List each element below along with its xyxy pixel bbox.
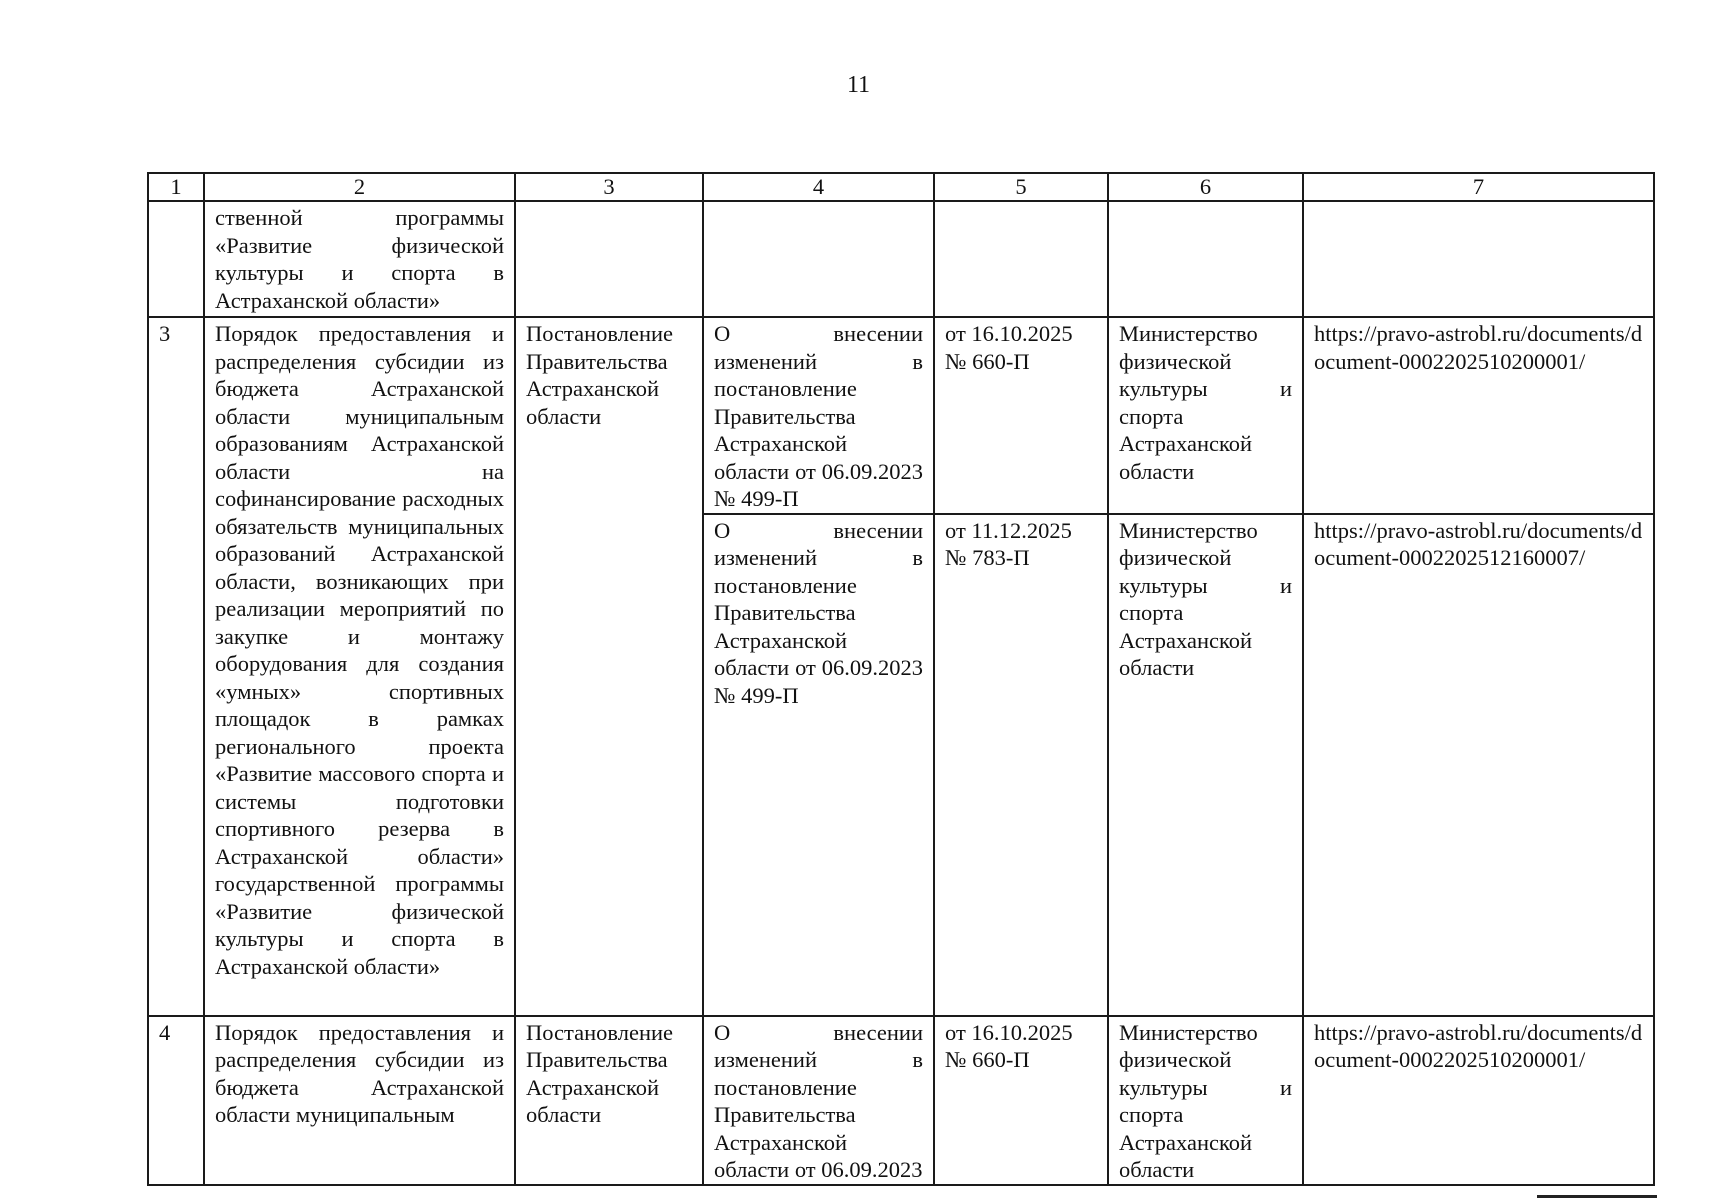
row-4-col6: Министерство физической культуры и спорта Астраханской области xyxy=(1108,1016,1303,1185)
header-cell-5: 5 xyxy=(934,173,1108,201)
header-cell-6: 6 xyxy=(1108,173,1303,201)
header-cell-1: 1 xyxy=(148,173,204,201)
row-4-col3: Постановление Правительства Астраханской области xyxy=(515,1016,703,1185)
continuation-col6 xyxy=(1108,201,1303,317)
header-cell-7: 7 xyxy=(1303,173,1654,201)
row-4 xyxy=(148,1016,1654,1185)
header-cell-3: 3 xyxy=(515,173,703,201)
row-3-entry-1 xyxy=(148,317,1654,514)
row-4-col5: от 16.10.2025 № 660-П xyxy=(934,1016,1108,1185)
row-3-entry-2-col5: от 11.12.2025 № 783-П xyxy=(934,514,1108,1016)
continuation-col7 xyxy=(1303,201,1654,317)
row-3-entry-1-col4: О внесении изменений в постановление Правительства Астраханской области от 06.09.2023 № 499-П xyxy=(703,317,934,514)
row-4-num: 4 xyxy=(148,1016,204,1185)
page-number: 11 xyxy=(846,72,871,98)
row-3-entry-2-col4: О внесении изменений в постановление Правительства Астраханской области от 06.09.2023 № 499-П xyxy=(703,514,934,1016)
row-4-col4: О внесении изменений в постановление Правительства Астраханской области от 06.09.2023 xyxy=(703,1016,934,1185)
continuation-col2: ственной программы «Развитие физической культуры и спорта в Астраханской области» xyxy=(204,201,515,317)
row-3-entry-1-col5: от 16.10.2025 № 660-П xyxy=(934,317,1108,514)
scan-edge-mark xyxy=(1537,1195,1657,1198)
row-3-num: 3 xyxy=(148,317,204,1016)
row-3-entry-2-col7[interactable]: https://pravo-astrobl.ru/documents/document-0002202512160007/ xyxy=(1303,514,1654,1016)
row-3-col2: Порядок предоставления и распределения субсидии из бюджета Астраханской области муниципальным образованиям Астраханской области на софинансирование расходных обязательств муниципальных образований Астраханской области, возникающих при реализации мероприятий по закупке и монтажу оборудования для создания «умных» спортивных площадок в рамках регионального проекта «Развитие массового спорта и системы подготовки спортивного резерва в Астраханской области» государственной программы «Развитие физической культуры и спорта в Астраханской области» xyxy=(204,317,515,1016)
header-cell-2: 2 xyxy=(204,173,515,201)
row-3-col3: Постановление Правительства Астраханской области xyxy=(515,317,703,1016)
header-cell-4: 4 xyxy=(703,173,934,201)
continuation-col5 xyxy=(934,201,1108,317)
row-4-col7[interactable]: https://pravo-astrobl.ru/documents/document-0002202510200001/ xyxy=(1303,1016,1654,1185)
regulations-table xyxy=(147,172,1655,1186)
row-4-col2: Порядок предоставления и распределения субсидии из бюджета Астраханской области муниципальным xyxy=(204,1016,515,1185)
continuation-col4 xyxy=(703,201,934,317)
row-3-entry-1-col6: Министерство физической культуры и спорта Астраханской области xyxy=(1108,317,1303,514)
continuation-num xyxy=(148,201,204,317)
header-row xyxy=(148,173,1654,201)
continuation-row xyxy=(148,201,1654,317)
continuation-col3 xyxy=(515,201,703,317)
row-3-entry-1-col7[interactable]: https://pravo-astrobl.ru/documents/document-0002202510200001/ xyxy=(1303,317,1654,514)
row-3-entry-2-col6: Министерство физической культуры и спорта Астраханской области xyxy=(1108,514,1303,1016)
